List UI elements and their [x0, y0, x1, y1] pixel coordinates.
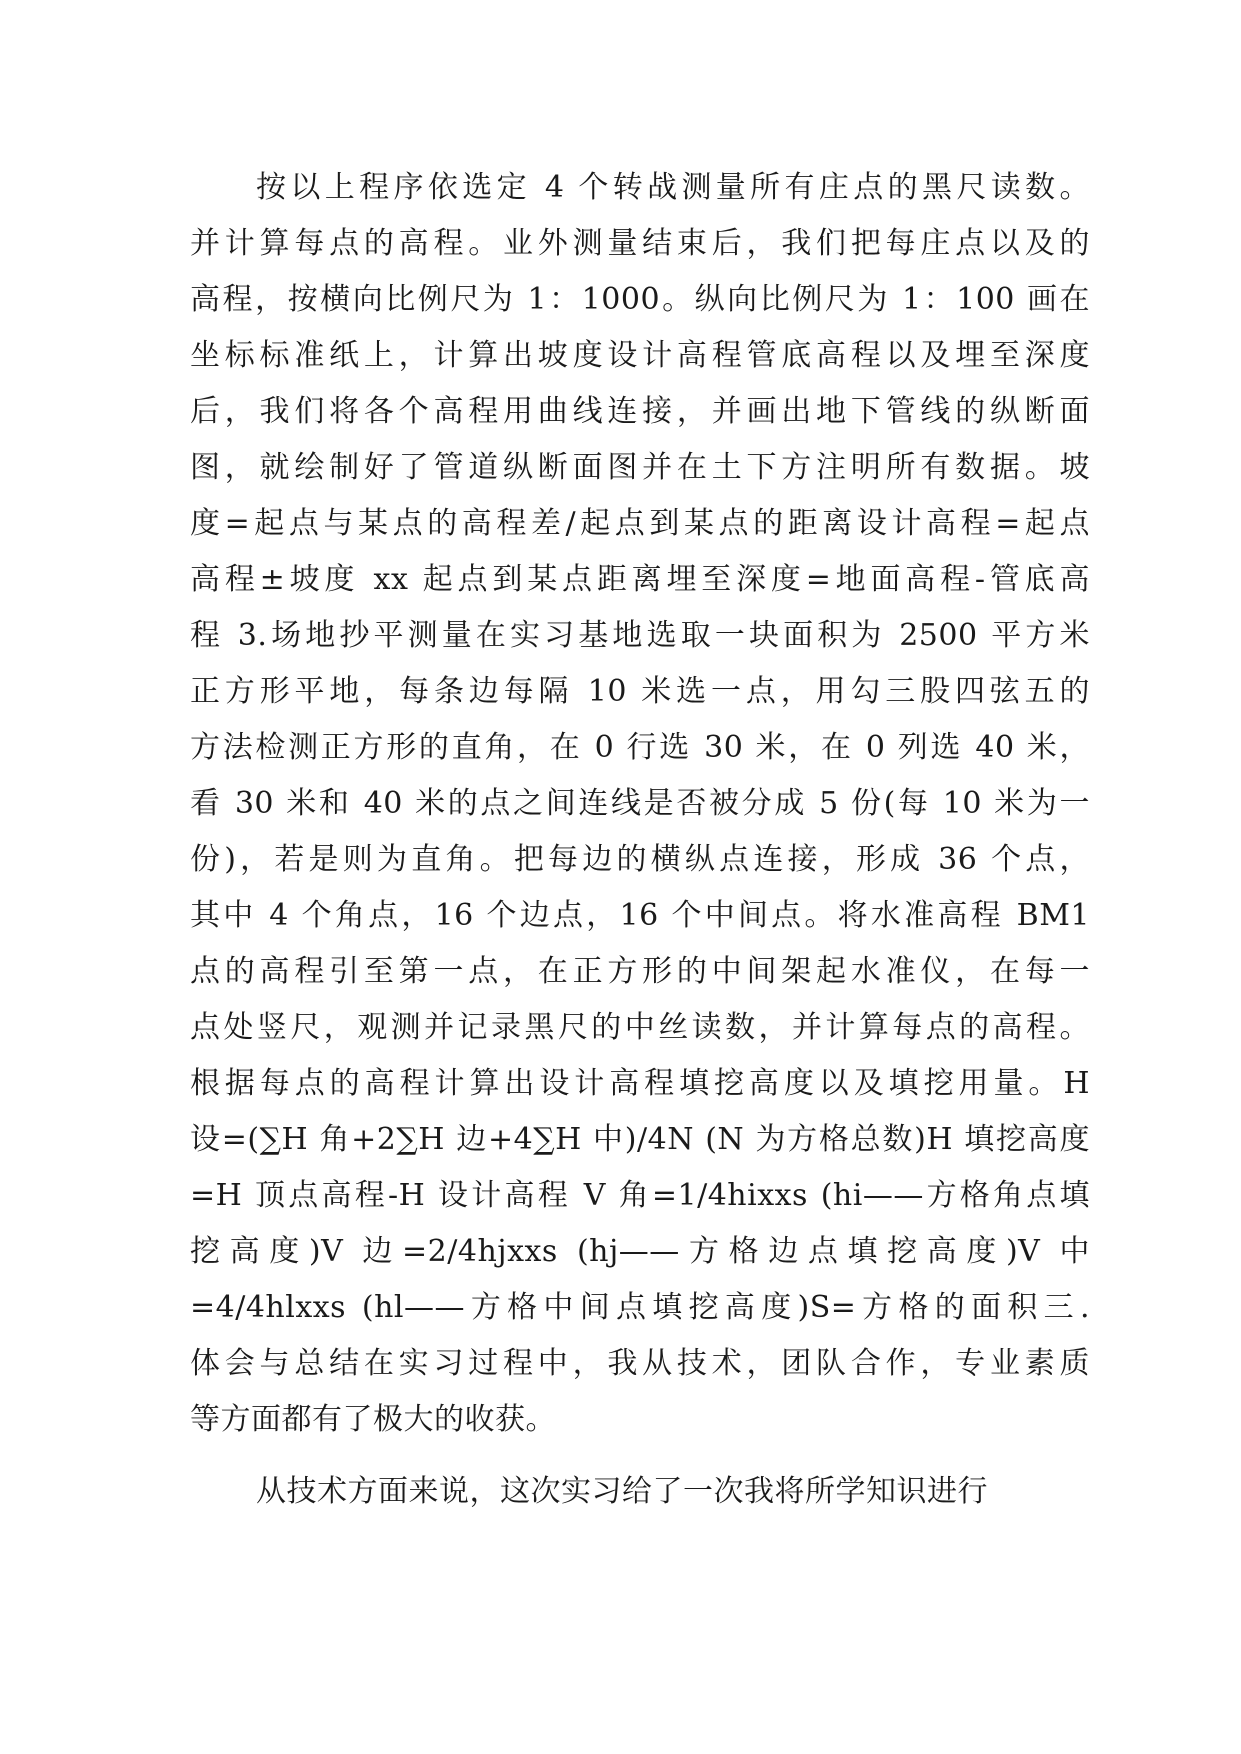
text-line: 方法检测正方形的直角，在 0 行选 30 米，在 0 列选 40 米， — [190, 730, 1090, 765]
text-line: 等方面都有了极大的收获。 — [190, 1402, 556, 1437]
text-line: 其中 4 个角点，16 个边点，16 个中间点。将水准高程 BM1 — [190, 898, 1090, 933]
text-line: 高程，按横向比例尺为 1：1000。纵向比例尺为 1：100 画在 — [190, 282, 1090, 317]
text-line: 挖高度)V 边=2/4hjxxs (hj——方格边点填挖高度)V 中 — [190, 1234, 1090, 1269]
text-line: 高程±坡度 xx 起点到某点距离埋至深度=地面高程-管底高 — [190, 562, 1090, 597]
text-line: 后，我们将各个高程用曲线连接，并画出地下管线的纵断面 — [190, 394, 1090, 429]
text-line: 看 30 米和 40 米的点之间连线是否被分成 5 份(每 10 米为一 — [190, 786, 1090, 821]
text-line: 从技术方面来说，这次实习给了一次我将所学知识进行 — [256, 1474, 988, 1509]
text-line: 程 3.场地抄平测量在实习基地选取一块面积为 2500 平方米 — [190, 618, 1090, 653]
text-line: 按以上程序依选定 4 个转战测量所有庄点的黑尺读数。 — [256, 170, 1090, 205]
text-line: 正方形平地，每条边每隔 10 米选一点，用勾三股四弦五的 — [190, 674, 1090, 709]
text-line: 份)，若是则为直角。把每边的横纵点连接，形成 36 个点， — [190, 842, 1090, 877]
paragraph-spacer — [190, 1448, 1090, 1464]
text-line: 度=起点与某点的高程差/起点到某点的距离设计高程=起点 — [190, 506, 1090, 541]
text-line: =H 顶点高程-H 设计高程 V 角=1/4hixxs (hi——方格角点填 — [190, 1178, 1090, 1213]
body-text — [190, 160, 1090, 1520]
text-line: 体会与总结在实习过程中，我从技术，团队合作，专业素质 — [190, 1346, 1090, 1381]
text-line: =4/4hlxxs (hl——方格中间点填挖高度)S=方格的面积三. — [190, 1290, 1090, 1325]
text-line: 点的高程引至第一点，在正方形的中间架起水准仪，在每一 — [190, 954, 1090, 989]
text-line: 根据每点的高程计算出设计高程填挖高度以及填挖用量。H — [190, 1066, 1090, 1101]
text-line: 设=(∑H 角+2∑H 边+4∑H 中)/4N (N 为方格总数)H 填挖高度 — [190, 1122, 1090, 1157]
text-line: 图，就绘制好了管道纵断面图并在土下方注明所有数据。坡 — [190, 450, 1090, 485]
text-line: 坐标标准纸上，计算出坡度设计高程管底高程以及埋至深度 — [190, 338, 1090, 373]
text-line: 点处竖尺，观测并记录黑尺的中丝读数，并计算每点的高程。 — [190, 1010, 1090, 1045]
text-line: 并计算每点的高程。业外测量结束后，我们把每庄点以及的 — [190, 226, 1090, 261]
